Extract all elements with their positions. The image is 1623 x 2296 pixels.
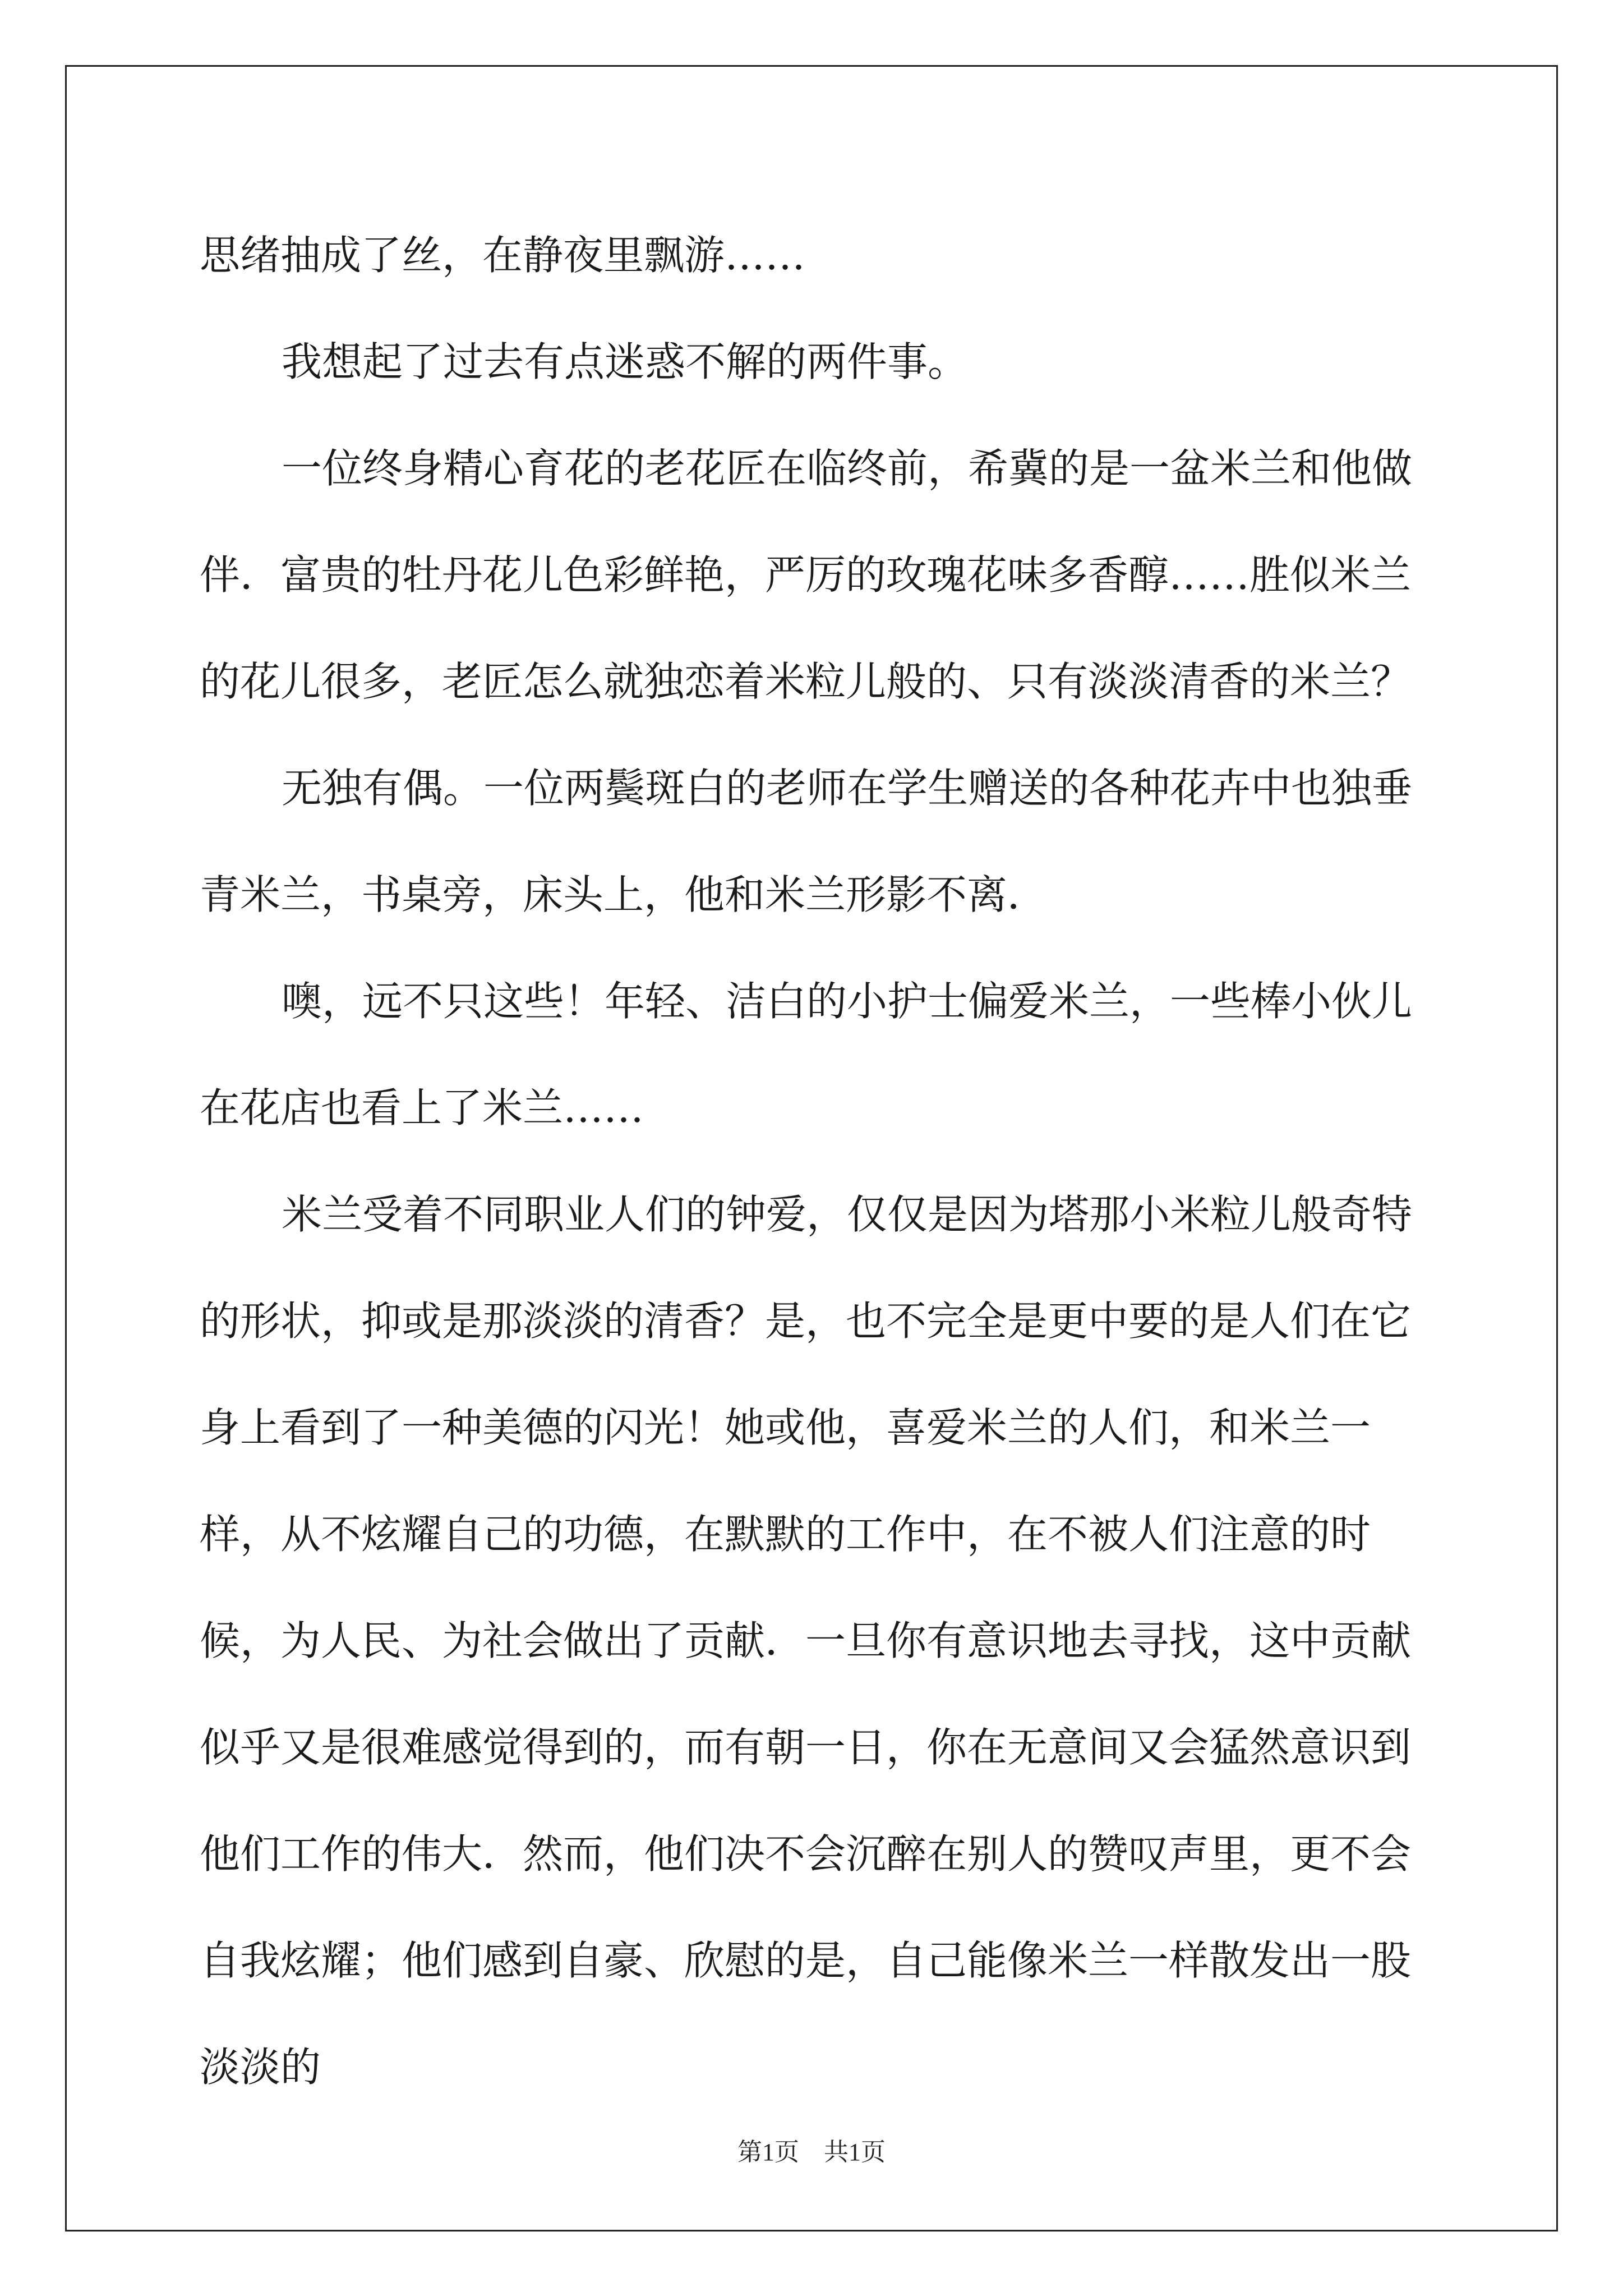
paragraph-3: 一位终身精心育花的老花匠在临终前，希冀的是一盆米兰和他做伴．富贵的牡丹花儿色彩鲜艳，严厉的玫瑰花味多香醇……胜似米兰的花儿很多，老匠怎么就独恋着米粒儿般的、只有淡淡清香的米兰？ [200,445,1413,705]
paragraph-1: 思绪抽成了丝，在静夜里飘游…… [200,232,806,279]
paragraph-4: 无独有偶。一位两鬓斑白的老师在学生赠送的各种花卉中也独垂青米兰，书桌旁，床头上，他和米兰形影不离． [200,765,1413,918]
page-total: 共1页 [824,2138,886,2166]
paragraph-2: 我想起了过去有点迷惑不解的两件事。 [282,338,969,385]
page-number: 第1页 [737,2138,799,2166]
paragraph-5: 噢，远不只这些！年轻、洁白的小护士偏爱米兰，一些棒小伙儿在花店也看上了米兰…… [200,978,1413,1131]
paragraph-6: 米兰受着不同职业人们的钟爱，仅仅是因为塔那小米粒儿般奇特的形状，抑或是那淡淡的清香？是，也不完全是更中要的是人们在它身上看到了一种美德的闪光！她或他，喜爱米兰的人们，和米兰一样，从不炫耀自己的功德，在默默的工作中，在不被人们注意的时候，为人民、为社会做出了贡献．一旦你有意识地去寻找，这中贡献似乎又是很难感觉得到的，而有朝一日，你在无意间又会猛然意识到他们工作的伟大．然而，他们决不会沉醉在别人的赞叹声里，更不会自我炫耀；他们感到自豪、欣慰的是，自己能像米兰一样散发出一股淡淡的 [200,1191,1413,2091]
document-body [200,202,1433,2120]
page-footer [0,2132,1623,2168]
